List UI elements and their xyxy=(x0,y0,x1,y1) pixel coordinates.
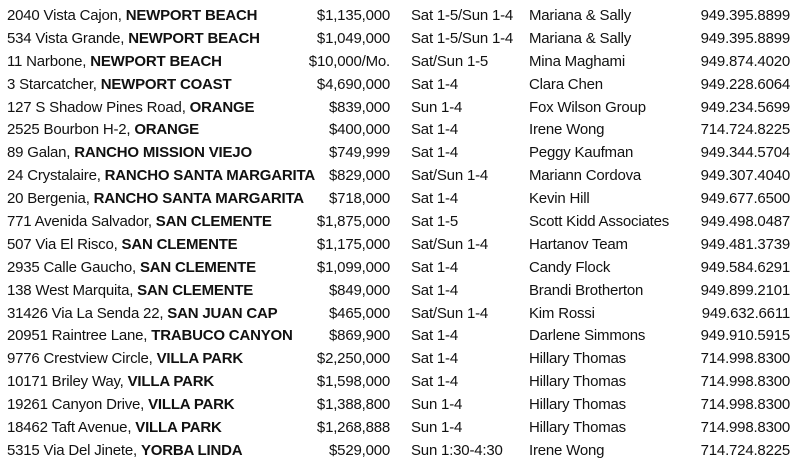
listing-price: $2,250,000 xyxy=(316,350,390,368)
listing-open-house-hours: Sat 1-4 xyxy=(411,121,458,139)
listing-price: $829,000 xyxy=(329,167,390,185)
listing-price: $749,999 xyxy=(329,144,390,162)
listing-street: 20 Bergenia, xyxy=(7,190,94,208)
listing-city: NEWPORT BEACH xyxy=(90,52,222,70)
listing-address xyxy=(7,165,315,188)
listing-open-house-hours: Sun 1-4 xyxy=(411,419,463,437)
listing-city: YORBA LINDA xyxy=(140,441,243,459)
listing-row xyxy=(0,74,801,97)
listing-phone: 949.632.6611 xyxy=(701,304,790,322)
listing-phone: 949.307.4040 xyxy=(700,167,790,185)
listing-row xyxy=(0,257,801,280)
listing-address xyxy=(7,440,242,463)
listing-city: NEWPORT COAST xyxy=(100,75,232,93)
listing-address xyxy=(7,97,254,120)
listing-phone: 714.724.8225 xyxy=(700,121,790,139)
listing-street: 127 S Shadow Pines Road, xyxy=(7,98,190,116)
listing-price: $1,598,000 xyxy=(316,373,390,391)
listing-street: 507 Via El Risco, xyxy=(7,235,122,253)
listing-price: $529,000 xyxy=(329,441,390,459)
listing-phone: 714.998.8300 xyxy=(700,396,790,414)
listing-price: $839,000 xyxy=(329,98,390,116)
listing-row xyxy=(0,119,801,142)
listing-phone: 714.998.8300 xyxy=(700,350,790,368)
listing-phone: 949.228.6064 xyxy=(700,75,790,93)
listing-agent: Fox Wilson Group xyxy=(529,98,646,116)
listing-street: 31426 Via La Senda 22, xyxy=(7,304,168,322)
listing-agent: Peggy Kaufman xyxy=(529,144,634,162)
listing-price: $465,000 xyxy=(329,304,390,322)
listing-city: RANCHO SANTA MARGARITA xyxy=(104,167,315,185)
listing-city: RANCHO MISSION VIEJO xyxy=(74,144,252,162)
listing-price: $4,690,000 xyxy=(316,75,390,93)
listing-price: $1,388,800 xyxy=(316,396,390,414)
listing-phone: 714.998.8300 xyxy=(700,419,790,437)
listing-agent: Hillary Thomas xyxy=(529,373,626,391)
listing-address xyxy=(7,234,237,257)
listing-price: $400,000 xyxy=(329,121,390,139)
listing-phone: 714.998.8300 xyxy=(700,373,790,391)
listing-street: 18462 Taft Avenue, xyxy=(7,419,136,437)
listing-row xyxy=(0,394,801,417)
listing-agent: Mariann Cordova xyxy=(529,167,642,185)
listing-row xyxy=(0,417,801,440)
listing-open-house-hours: Sat 1-4 xyxy=(411,373,458,391)
listing-row xyxy=(0,28,801,51)
listing-agent: Brandi Brotherton xyxy=(529,281,644,299)
listing-open-house-hours: Sat 1-4 xyxy=(411,350,458,368)
listing-open-house-hours: Sat/Sun 1-4 xyxy=(411,235,489,253)
listing-open-house-hours: Sat/Sun 1-4 xyxy=(411,304,489,322)
listing-open-house-hours: Sat/Sun 1-5 xyxy=(411,52,489,70)
listing-row xyxy=(0,440,801,463)
listing-phone: 949.395.8899 xyxy=(700,7,790,24)
listing-row xyxy=(0,51,801,74)
listing-agent: Mina Maghami xyxy=(529,52,625,70)
listing-street: 2935 Calle Gaucho, xyxy=(7,258,140,276)
listing-street: 11 Narbone, xyxy=(7,52,91,70)
listing-address xyxy=(7,5,257,28)
listing-street: 2040 Vista Cajon, xyxy=(7,7,126,24)
listing-agent: Scott Kidd Associates xyxy=(529,213,670,231)
listing-address xyxy=(7,257,256,280)
listing-city: VILLA PARK xyxy=(156,350,243,368)
listing-city: SAN CLEMENTE xyxy=(139,258,256,276)
listing-agent: Irene Wong xyxy=(529,441,605,459)
listing-city: SAN CLEMENTE xyxy=(121,235,238,253)
listing-price: $1,175,000 xyxy=(316,235,390,253)
listing-row xyxy=(0,371,801,394)
listing-city: NEWPORT BEACH xyxy=(125,7,258,24)
listing-street: 20951 Raintree Lane, xyxy=(7,327,152,345)
listing-agent: Candy Flock xyxy=(529,258,611,276)
listing-phone: 949.584.6291 xyxy=(700,258,790,276)
listing-open-house-hours: Sat 1-4 xyxy=(411,327,458,345)
listing-open-house-hours: Sat/Sun 1-4 xyxy=(411,167,489,185)
listing-agent: Clara Chen xyxy=(529,75,603,93)
listing-street: 5315 Via Del Jinete, xyxy=(7,441,141,459)
listing-city: SAN CLEMENTE xyxy=(137,281,254,299)
listing-street: 534 Vista Grande, xyxy=(7,29,129,47)
listing-agent: Kevin Hill xyxy=(529,190,590,208)
listing-address xyxy=(7,280,253,303)
listing-agent: Kim Rossi xyxy=(529,304,595,322)
listing-street: 10171 Briley Way, xyxy=(7,373,128,391)
listing-row xyxy=(0,211,801,234)
listing-row xyxy=(0,188,801,211)
listing-open-house-hours: Sat 1-5/Sun 1-4 xyxy=(411,29,514,47)
listing-address xyxy=(7,188,304,211)
listing-row xyxy=(0,325,801,348)
listing-address xyxy=(7,119,199,142)
listing-city: VILLA PARK xyxy=(148,396,235,414)
listing-city: TRABUCO CANYON xyxy=(151,327,293,345)
listing-price: $1,049,000 xyxy=(316,29,390,47)
listing-city: SAN JUAN CAP xyxy=(167,304,278,322)
listing-open-house-hours: Sat 1-4 xyxy=(411,190,458,208)
listing-address xyxy=(7,28,260,51)
listing-agent: Irene Wong xyxy=(529,121,605,139)
listing-city: ORANGE xyxy=(189,98,255,116)
listing-street: 24 Crystalaire, xyxy=(7,167,105,185)
listing-street: 3 Starcatcher, xyxy=(7,75,101,93)
listing-agent: Hillary Thomas xyxy=(529,396,626,414)
listing-address xyxy=(7,417,222,440)
listing-address xyxy=(7,394,234,417)
listing-phone: 949.874.4020 xyxy=(700,52,790,70)
listing-price: $718,000 xyxy=(329,190,390,208)
listing-city: SAN CLEMENTE xyxy=(155,213,272,231)
listing-agent: Hillary Thomas xyxy=(529,350,626,368)
listing-city: NEWPORT BEACH xyxy=(128,29,260,47)
listing-row xyxy=(0,142,801,165)
listing-price: $1,099,000 xyxy=(316,258,390,276)
listing-phone: 949.498.0487 xyxy=(700,213,790,231)
listing-price: $849,000 xyxy=(329,281,390,299)
listing-open-house-hours: Sun 1-4 xyxy=(411,396,463,414)
listing-agent: Mariana & Sally xyxy=(529,7,632,24)
listing-address xyxy=(7,211,272,234)
listing-address xyxy=(7,51,222,74)
listing-agent: Darlene Simmons xyxy=(529,327,646,345)
listing-phone: 949.234.5699 xyxy=(700,98,790,116)
listing-address xyxy=(7,74,231,97)
listing-address xyxy=(7,371,214,394)
listing-phone: 949.344.5704 xyxy=(700,144,790,162)
listing-open-house-hours: Sun 1-4 xyxy=(411,98,463,116)
listing-open-house-hours: Sat 1-5/Sun 1-4 xyxy=(411,7,514,24)
listing-phone: 714.724.8225 xyxy=(700,441,790,459)
listing-address xyxy=(7,325,293,348)
listing-city: VILLA PARK xyxy=(127,373,214,391)
listing-row xyxy=(0,97,801,120)
listing-price: $869,900 xyxy=(329,327,390,345)
listing-city: ORANGE xyxy=(134,121,199,139)
listing-row xyxy=(0,234,801,257)
listing-agent: Mariana & Sally xyxy=(529,29,632,47)
listing-row xyxy=(0,348,801,371)
listing-phone: 949.481.3739 xyxy=(700,235,790,253)
listing-agent: Hillary Thomas xyxy=(529,419,626,437)
listing-street: 9776 Crestview Circle, xyxy=(7,350,157,368)
listing-row xyxy=(0,165,801,188)
listing-open-house-hours: Sat 1-4 xyxy=(411,75,458,93)
listing-row xyxy=(0,280,801,303)
listing-price: $1,268,888 xyxy=(316,419,390,437)
listing-phone: 949.395.8899 xyxy=(700,29,790,47)
listing-phone: 949.899.2101 xyxy=(700,281,790,299)
listing-row xyxy=(0,5,801,28)
listing-city: VILLA PARK xyxy=(135,419,222,437)
listing-street: 89 Galan, xyxy=(7,144,75,162)
listing-address xyxy=(7,142,252,165)
listing-address xyxy=(7,348,243,371)
listing-open-house-hours: Sat 1-5 xyxy=(411,213,458,231)
listing-phone: 949.677.6500 xyxy=(700,190,790,208)
listing-price: $10,000/Mo. xyxy=(308,52,390,70)
listing-open-house-hours: Sun 1:30-4:30 xyxy=(411,441,503,459)
listing-street: 771 Avenida Salvador, xyxy=(7,213,156,231)
listing-open-house-hours: Sat 1-4 xyxy=(411,281,458,299)
listing-agent: Hartanov Team xyxy=(529,235,628,253)
listing-street: 2525 Bourbon H-2, xyxy=(7,121,135,139)
listing-open-house-hours: Sat 1-4 xyxy=(411,144,458,162)
listing-street: 138 West Marquita, xyxy=(7,281,138,299)
listing-phone: 949.910.5915 xyxy=(700,327,790,345)
listing-city: RANCHO SANTA MARGARITA xyxy=(93,190,304,208)
listing-open-house-hours: Sat 1-4 xyxy=(411,258,458,276)
listing-row xyxy=(0,303,801,326)
listing-price: $1,135,000 xyxy=(316,7,390,24)
listing-street: 19261 Canyon Drive, xyxy=(7,396,149,414)
listing-address xyxy=(7,303,277,326)
listing-price: $1,875,000 xyxy=(316,213,390,231)
